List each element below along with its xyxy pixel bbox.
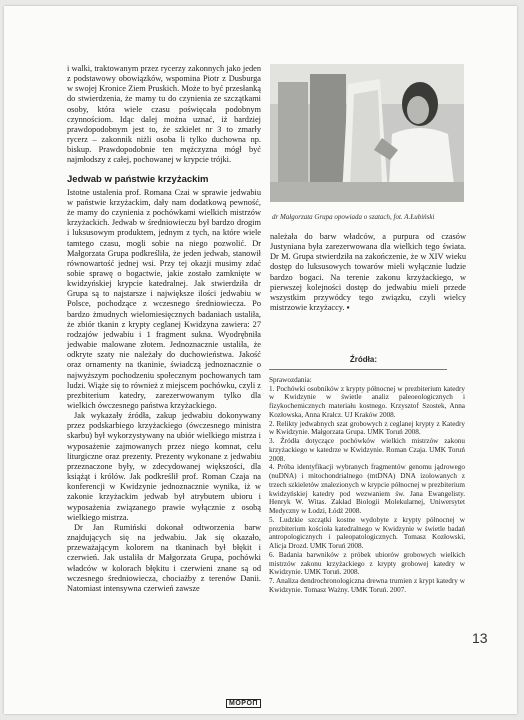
source-item: 7. Analiza dendrochronologiczna drewna trumien z krypt katedry w Kwidzynie. Tomasz Ważny. UMK Toruń. 2007.: [269, 577, 465, 594]
sources-label: Sprawozdania:: [269, 375, 312, 384]
left-column: [67, 64, 261, 594]
section-heading: Jedwab w państwie krzyżackim: [67, 173, 209, 185]
source-item: 6. Badania barwników z próbek ubiorów grobowych wielkich mistrzów zakonu krzyżackiego z krypty grobowej katedry w Kwidzynie. UMK Toruń. 2008.: [269, 550, 465, 577]
sources-box: [269, 356, 465, 595]
source-item: 3. Źródła dotyczące pochówków wielkich mistrzów zakonu krzyżackiego w katedrze w Kwidzynie. Roman Czaja. UMK Toruń 2008.: [269, 437, 465, 463]
source-item: 5. Ludzkie szczątki kostne wydobyte z krypty północnej w prezbiterium kościoła katedralnego w Kwidzynie w świetle badań antropologicznych i paleopatologicznych. Tomasz Kozłowski, Alicja Drozd. UMK Toruń 2008.: [269, 515, 465, 550]
body-paragraph-1: Istotne ustalenia prof. Romana Czai w sprawie jedwabiu w państwie krzyżackim, dały nam dodatkową pewność, że mamy do czynienia z pochówkami wielkich mistrzów krzyżackich. Jedwab w średniowieczu był bardzo drogim i luksusowym produktem, jednym z tych, na które wiele tamtego czasu, mogli sobie na niego pozwolić. Dr Małgorzata Grupa podkreśliła, że jeden jedwab, stanowił równowartość jednej wsi. Przy tej okazji musimy zdać sobie sprawę o bogactwie, jakie zostało zamknięte w kwidzyńskiej krypcie katedralnej. Jak stwierdziła dr Grupa są to najstarsze i największe ilości jedwabiu w Polsce, pochodzące z wczesnego średniowiecza. Po bardzo żmudnych wielomiesięcznych badaniach ustaliła, że zbiór tkanin z krypty ceglanej Kwidzyna zawiera: 27 rodzajów jedwabiu i 1 fragment sukna. Wyodrębniła jedwabie malowane złotem. Jednoznacznie ustaliła, że odkryte szaty nie należały do duchowieństwa. Jakość oraz ornamenty na tkaninie, świadczą jednoznacznie o najwyższym pochodzeniu społecznym pochowanych tam ludzi. Wiąże się to również z miejscem pochówku, czyli z prezbiterium katedry, zarezerwowanym tylko dla wielkich ówczesnego państwa krzyżackiego.: [67, 187, 261, 410]
photo-caption: dr Małgorzata Grupa opowiada o szatach, fot. A.Łubiński: [272, 213, 435, 221]
footer-logo: ΜΟΡΟΠ: [226, 699, 261, 708]
intro-paragraph: i walki, traktowanym przez rycerzy zakonnych jako jeden z podstawowy obowiązków, wspomina Piotr z Dusburga w swojej Kronice Ziem Pruskich. Może to być przesłanką do stwierdzenia, że mamy tu do czynienia ze szczątkami osoby, która wiele czasu poświęcała podobnym czynnościom. Idąc dalej można uznać, iż bardziej prawdopodobnym jest to, że szkielet nr 3 to zmarły rycerz – zakonnik niżli osoba li tylko duchowna np. biskup. Prawdopodobnie ten mężczyzna mógł być najmłodszy z całej, pochowanej w krypcie trójki.: [67, 64, 261, 165]
body-paragraph-3: Dr Jan Rumiński dokonał odtworzenia barw znajdujących się na jedwabiu. Jak się okazało, przeważającym kolorem na tkaninach był błękit i czerwień. Jak ustaliła dr Małgorzata Grupa, pochówki władców w kolorach błękitu i czerwieni znane są od wczesnego średniowiecza, chociażby z terenów Danii. Natomiast intensywna czerwień zawsze: [67, 522, 261, 593]
source-item: 1. Pochówki osobników z krypty północnej w prezbiterium katedry w Kwidzynie w świetle analiz paleoeologicznych i fizykochemicznych materiału kostnego. Krzysztof Szostek, Anna Kozłowska, Anna Krałcz. UJ Kraków 2008.: [269, 384, 465, 419]
article-photo: [270, 64, 464, 202]
sources-divider: [269, 369, 447, 370]
source-item: 4. Próba identyfikacji wybranych fragmentów genomu jądrowego (nuDNA) i mitochondrialnego (mtDNA) DNA izolowanych z trzech szkieletów znalezionych w krypcie północnej w prezbiterium kwidzyńskiej katedry pod wezwaniem św. Jana Ewangelisty. Henryk W. Witas. Zakład Biologii Molekularnej, Uniwersytet Medyczny w Łodzi, Łódź 2008.: [269, 463, 465, 515]
photo-woman-with-fabric-icon: [270, 64, 464, 202]
sources-title: Źródła:: [349, 355, 377, 364]
body-paragraph-2: Jak wykazały źródła, zakup jedwabiu dokonywany przez podskarbiego krzyżackiego (ówczesnego ministra skarbu) był wykorzystywany na ubiór wielkiego mistrza i wyposażenie zajmowanych przez niego komnat, celu liturgiczne oraz prezenty. Prezenty wykonane z jedwabiu przeznaczone były, w zdecydowanej większości, dla książąt i królów. Jak podkreślił prof. Roman Czaja na konferencji w Kwidzynie jednoznacznie wynika, iż w zakonie krzyżackim jedwab był atrybutem ubioru i wyposażenia związanego prawie wyłącznie z osobą wielkiego mistrza.: [67, 411, 261, 522]
magazine-page: [4, 6, 517, 714]
source-item: 2. Relikty jedwabnych szat grobowych z ceglanej krypty z Katedry w Kwidzynie. Małgorzata Grupa. UMK Toruń 2008.: [269, 419, 465, 437]
right-column: [270, 232, 466, 313]
continued-paragraph: należała do barw władców, a purpura od czasów Justyniana była zarezerwowana dla wielkich tego świata. Dr M. Grupa stwierdziła na zakończenie, że w XIV wieku dostęp do luksusowych towarów mieli wyłącznie ludzie bardzo bogaci. Na terenie zakonu krzyżackiego, w pierwszej kolejności dostęp do jedwabiu mieli przede wszystkim przywódcy tego związku, czyli wielcy mistrzowie krzyżaccy. ▪: [270, 232, 466, 313]
page-number: 13: [472, 630, 488, 646]
